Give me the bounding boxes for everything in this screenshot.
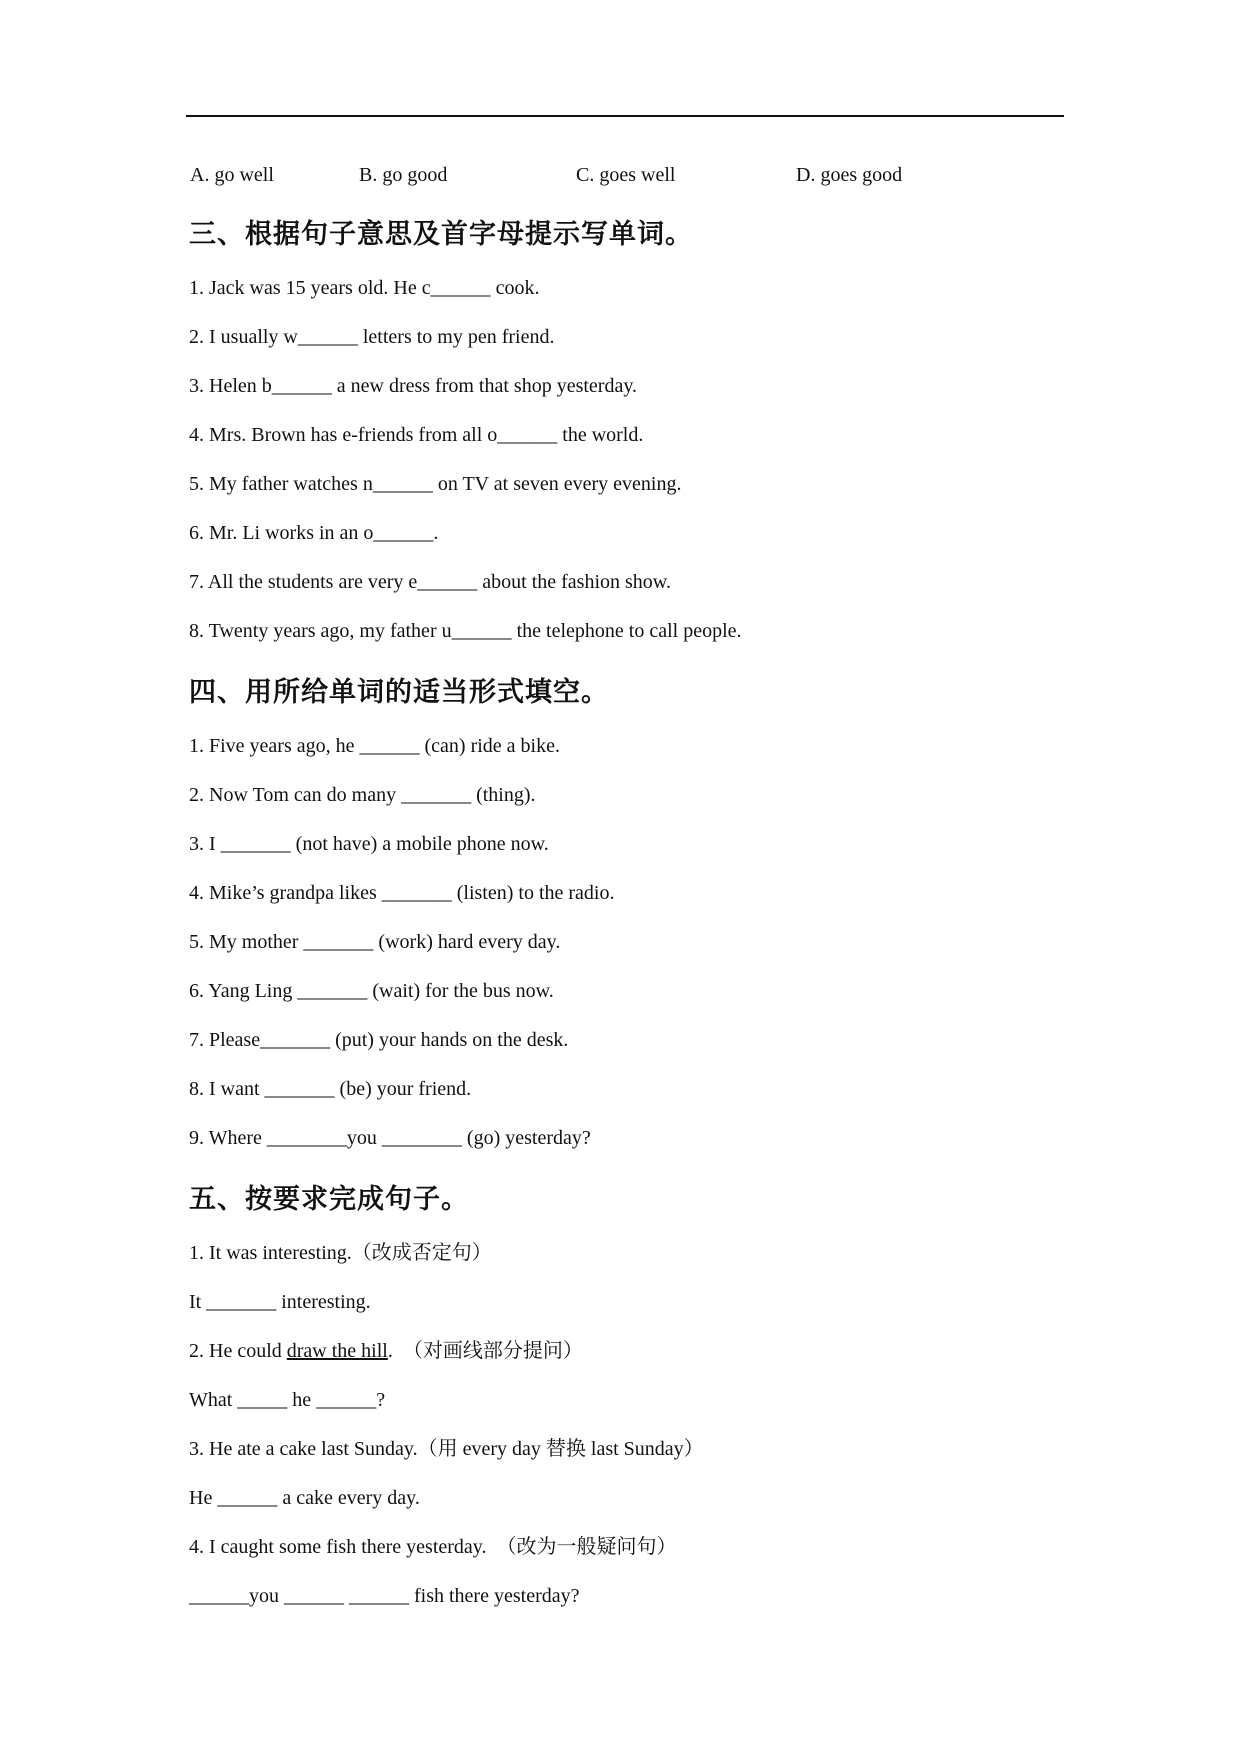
question-item: 3. He ate a cake last Sunday.（用 every day 替换 last Sunday） [189,1438,704,1460]
question-item: 9. Where ________you ________ (go) yesterday? [189,1127,591,1149]
answer-line: What _____ he ______? [189,1389,386,1411]
section-3-title: 三、根据句子意思及首字母提示写单词。 [189,219,693,250]
question-item: 8. I want _______ (be) your friend. [189,1078,472,1100]
question-item: 8. Twenty years ago, my father u______ the telephone to call people. [189,620,742,642]
question-item: 5. My mother _______ (work) hard every day. [189,931,561,953]
question-item: 3. I _______ (not have) a mobile phone now. [189,833,549,855]
question-item: 3. Helen b______ a new dress from that shop yesterday. [189,375,638,397]
question-item: 5. My father watches n______ on TV at seven every evening. [189,473,682,495]
question-text: 2. He could [189,1340,287,1362]
question-item: 1. Five years ago, he ______ (can) ride a bike. [189,735,560,757]
section-3 [189,215,742,665]
question-item: 7. All the students are very e______ about the fashion show. [189,571,671,593]
answer-line: It _______ interesting. [189,1291,371,1313]
option-a: A. go well [190,164,274,186]
option-b: B. go good [359,164,448,186]
header-rule [186,115,1064,117]
option-d: D. goes good [796,164,903,186]
question-instruction: . （对画线部分提问） [387,1340,583,1362]
question-item: 4. Mike’s grandpa likes _______ (listen) to the radio. [189,882,615,904]
question-item: 2. Now Tom can do many _______ (thing). [189,784,536,806]
question-item: 6. Yang Ling _______ (wait) for the bus now. [189,980,554,1002]
question-item: 2. I usually w______ letters to my pen friend. [189,326,555,348]
option-c: C. goes well [576,164,676,186]
question-item: 4. I caught some fish there yesterday. （改为一般疑问句） [189,1536,677,1558]
question-item: 1. Jack was 15 years old. He c______ cook. [189,277,540,299]
question-item: 6. Mr. Li works in an o______. [189,522,439,544]
section-4 [189,673,614,1172]
answer-line: ______you ______ ______ fish there yesterday? [189,1585,580,1607]
section-4-title: 四、用所给单词的适当形式填空。 [189,677,609,708]
underlined-phrase: draw the hill [286,1340,388,1362]
section-5-title: 五、按要求完成句子。 [189,1184,469,1215]
section-5 [189,1180,704,1630]
question-item [189,1336,704,1385]
answer-line: He ______ a cake every day. [189,1487,420,1509]
question-item: 1. It was interesting.（改成否定句） [189,1242,492,1264]
question-item: 7. Please_______ (put) your hands on the desk. [189,1029,569,1051]
question-item: 4. Mrs. Brown has e-friends from all o______ the world. [189,424,644,446]
